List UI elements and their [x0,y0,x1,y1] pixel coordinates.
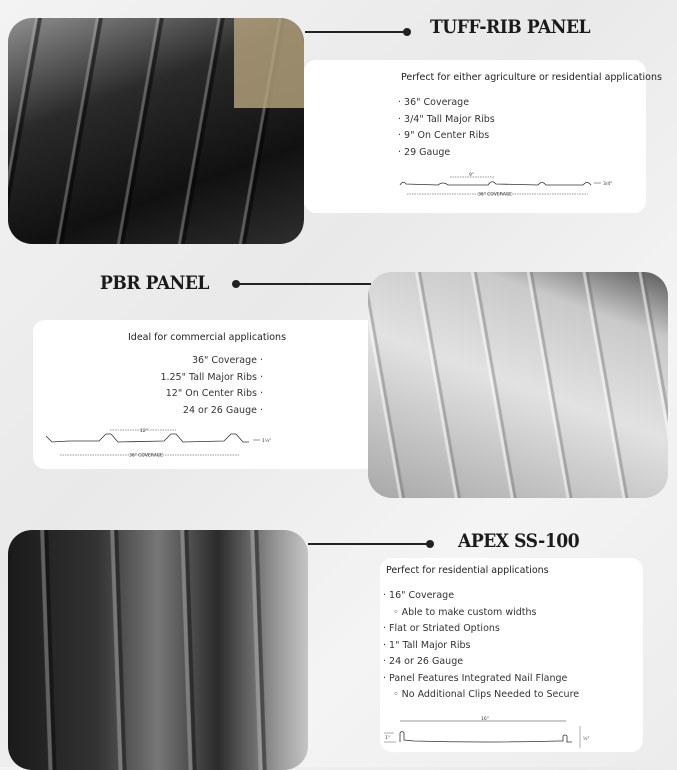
title-rule [236,283,371,285]
tuff-rib-profile-diagram [398,170,623,200]
feature-item: · 9" On Center Ribs [398,130,490,141]
apex-features [383,588,579,704]
feature-item: 12" On Center Ribs · [165,388,263,399]
rib-spacing-label: 9" [469,173,474,178]
tuff-rib-features [398,95,495,161]
pbr-profile-diagram [44,422,274,462]
apex-title: APEX SS-100 [458,530,580,552]
feature-item: · Panel Features Integrated Nail Flange [383,672,568,684]
rib-height-label: 1¼" [262,439,272,444]
coverage-label: 36" COVERAGE [478,192,513,198]
pbr-features [160,353,263,419]
rib-height-left-label: 1" [385,736,390,741]
title-rule [305,31,405,33]
feature-item: · 16" Coverage [383,590,455,601]
tuff-rib-subtitle: Perfect for either agriculture or residential applications [401,72,662,83]
feature-item: · 29 Gauge [398,146,451,158]
feature-item: · 1" Tall Major Ribs [383,639,471,651]
tuff-rib-title: TUFF-RIB PANEL [430,16,591,38]
pbr-panel-photo [368,272,668,498]
apex-subtitle: Perfect for residential applications [386,565,549,576]
feature-subitem: ◦ No Additional Clips Needed to Secure [393,689,580,700]
pbr-title: PBR PANEL [100,272,209,294]
coverage-label: 36" COVERAGE [129,453,164,459]
pbr-subtitle: Ideal for commercial applications [128,332,287,343]
rib-spacing-label: 12" [140,429,148,434]
feature-item: · 24 or 26 Gauge [383,656,464,667]
apex-panel-photo [8,530,308,770]
rib-height-label: 3/4" [603,182,613,187]
title-dot [403,28,411,36]
title-rule [308,543,430,545]
apex-profile-diagram [384,716,609,748]
feature-item: 36" Coverage · [191,355,263,366]
tuff-rib-panel-photo [8,18,304,244]
width-label: 16" [481,717,489,722]
feature-item: 1.25" Tall Major Ribs · [160,371,263,383]
feature-item: · Flat or Striated Options [383,623,500,634]
feature-item: · 3/4" Tall Major Ribs [398,113,495,125]
feature-item: · 36" Coverage [398,97,470,108]
rib-height-right-label: ½" [583,737,590,742]
feature-subitem: ◦ Able to make custom widths [393,606,537,618]
feature-item: 24 or 26 Gauge · [182,404,263,416]
title-dot [426,540,434,548]
